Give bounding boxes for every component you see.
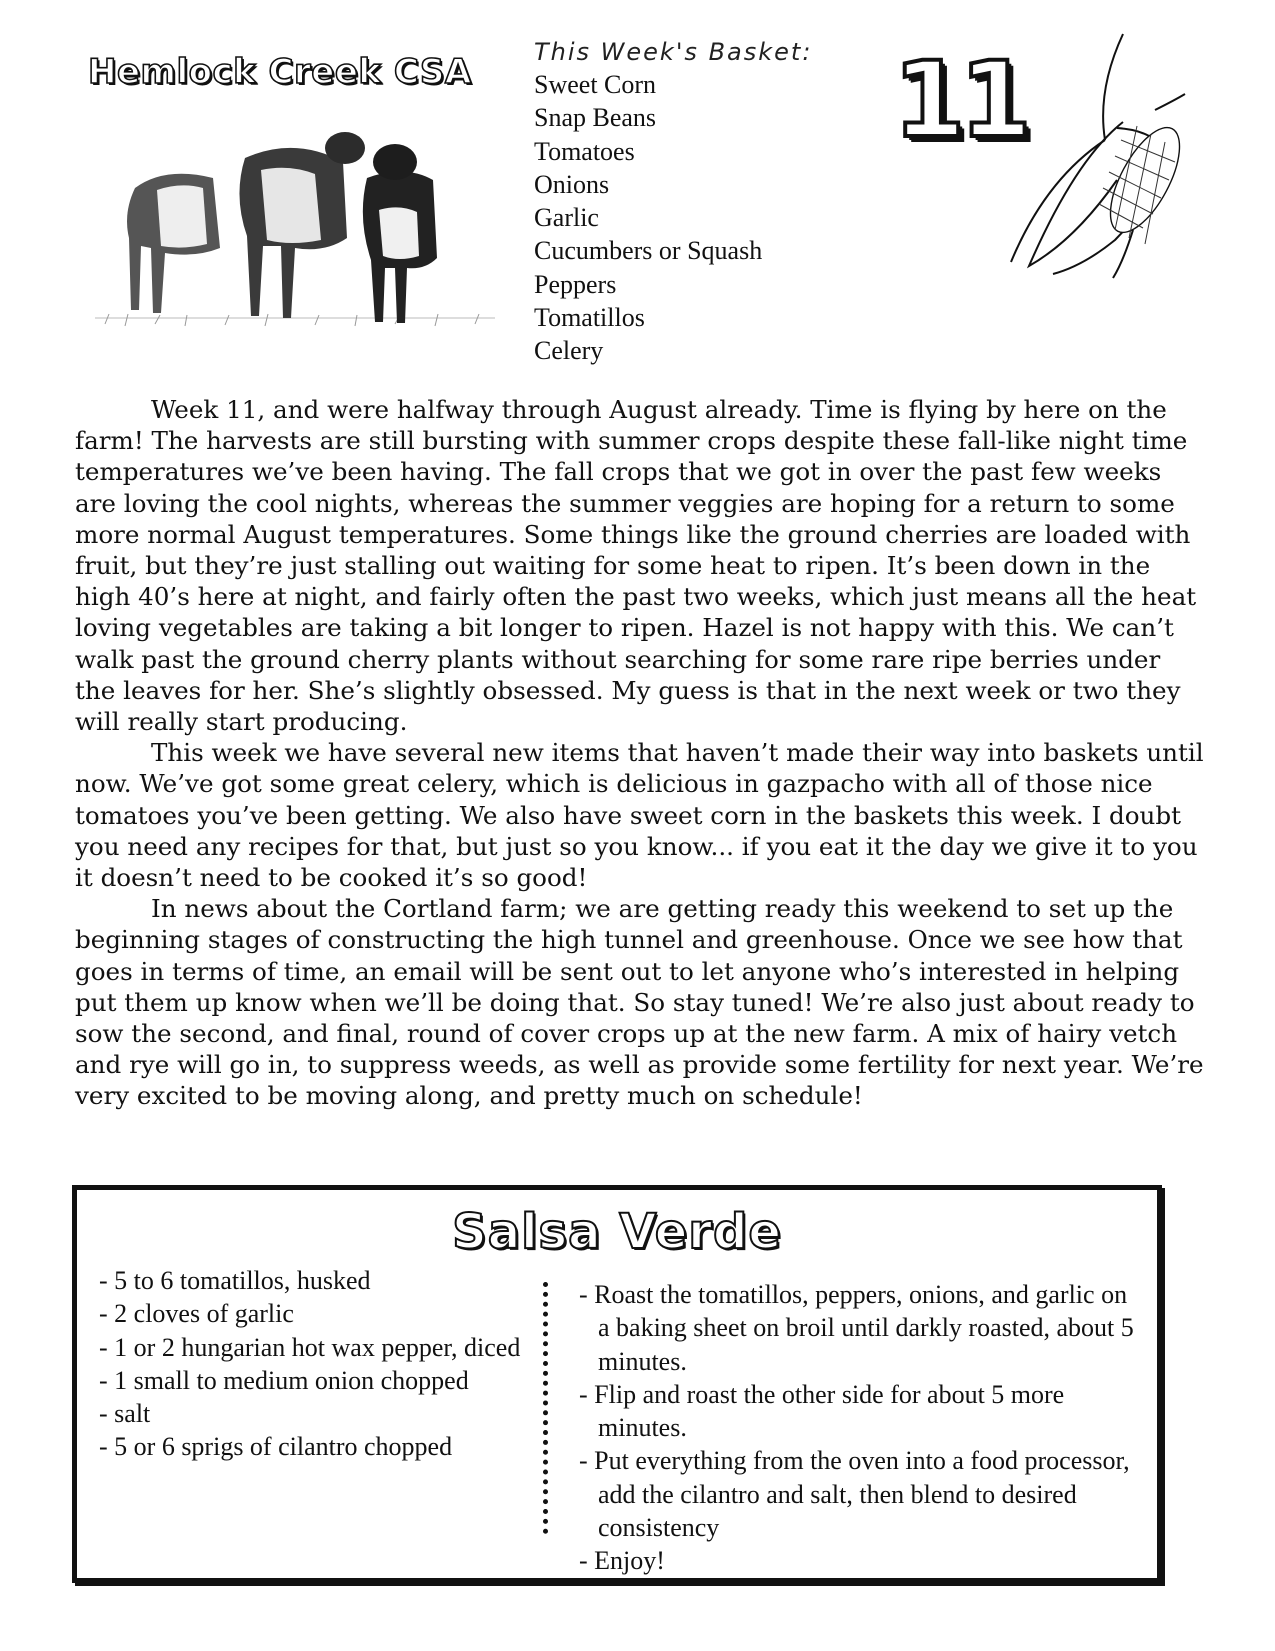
basket-item: Snap Beans (534, 103, 657, 133)
basket-list (534, 68, 812, 368)
basket-item: Peppers (534, 269, 617, 299)
basket-item: Sweet Corn (534, 70, 657, 99)
recipe-title: Salsa Verde (452, 1204, 782, 1260)
basket-item: Garlic (534, 203, 599, 233)
ingredient-item: - salt (99, 1399, 151, 1429)
basket-section (534, 38, 812, 368)
recipe-box (72, 1185, 1162, 1583)
article-paragraph: This week we have several new items that haven’t made their way into baskets until now. We’ve got some great celery, which is delicious in gazpacho with all of those nice tomatoes you’ve been getting. We also have sweet corn in the baskets this week. I doubt you need any recipes for that, but just so you know... if you eat it the day we give it to you it doesn’t need to be cooked it’s so good! (75, 738, 1204, 893)
basket-item: Cucumbers or Squash (534, 236, 763, 266)
ingredient-item: - 5 to 6 tomatillos, husked (99, 1266, 371, 1295)
newsletter-article (75, 394, 1207, 1112)
basket-heading: This Week's Basket: (534, 38, 813, 66)
basket-item: Tomatillos (534, 303, 645, 333)
step-item: - Put everything from the oven into a food processor, add the cilantro and salt, then blend to desired consistency (579, 1446, 1130, 1543)
ingredient-item: - 1 or 2 hungarian hot wax pepper, diced (99, 1332, 521, 1362)
step-item: - Enjoy! (579, 1546, 665, 1576)
week-number: 11 (893, 39, 1026, 161)
steps-list (579, 1278, 1139, 1578)
cows-illustration (95, 118, 495, 348)
basket-item: Celery (534, 336, 604, 366)
ingredient-item: - 5 or 6 sprigs of cilantro chopped (99, 1432, 453, 1462)
farm-name-title: Hemlock Creek CSA (88, 52, 472, 92)
ingredient-item: - 2 cloves of garlic (99, 1299, 294, 1329)
article-paragraph: In news about the Cortland farm; we are getting ready this weekend to set up the beginning stages of constructing the high tunnel and greenhouse. Once we see how that goes in terms of time, an email will be sent out to let anyone who’s interested in helping put them up know when we’ll be doing that. So stay tuned! We’re also just about ready to sow the second, and final, round of cover crops up at the new farm. A mix of hairy vetch and rye will go in, to suppress weeds, as well as provide some fertility for next year. We’re very excited to be moving along, and pretty much on schedule! (75, 894, 1204, 1111)
basket-item: Tomatoes (534, 136, 635, 166)
step-item: - Flip and roast the other side for about 5 more minutes. (579, 1379, 1065, 1443)
step-item: - Roast the tomatillos, peppers, onions, and garlic on a baking sheet on broil until darkly roasted, about 5 minutes. (579, 1280, 1134, 1376)
recipe-divider (543, 1282, 548, 1534)
corn-illustration (1005, 30, 1205, 280)
ingredients-list (99, 1264, 539, 1464)
basket-item: Onions (534, 169, 610, 199)
article-paragraph: Week 11, and were halfway through August already. Time is flying by here on the farm! The harvests are still bursting with summer crops despite these fall-like night time temperatures we’ve been having. The fall crops that we got in over the past few weeks are loving the cool nights, whereas the summer veggies are hoping for a return to some more normal August temperatures. Some things like the ground cherries are loaded with fruit, but they’re just stalling out waiting for some heat to ripen. It’s been down in the high 40’s here at night, and fairly often the past two weeks, which just means all the heat loving vegetables are taking a bit longer to ripen. Hazel is not happy with this. We can’t walk past the ground cherry plants without searching for some rare ripe berries under the leaves for her. She’s slightly obsessed. My guess is that in the next week or two they will really start producing. (75, 395, 1197, 737)
ingredient-item: - 1 small to medium onion chopped (99, 1365, 469, 1395)
